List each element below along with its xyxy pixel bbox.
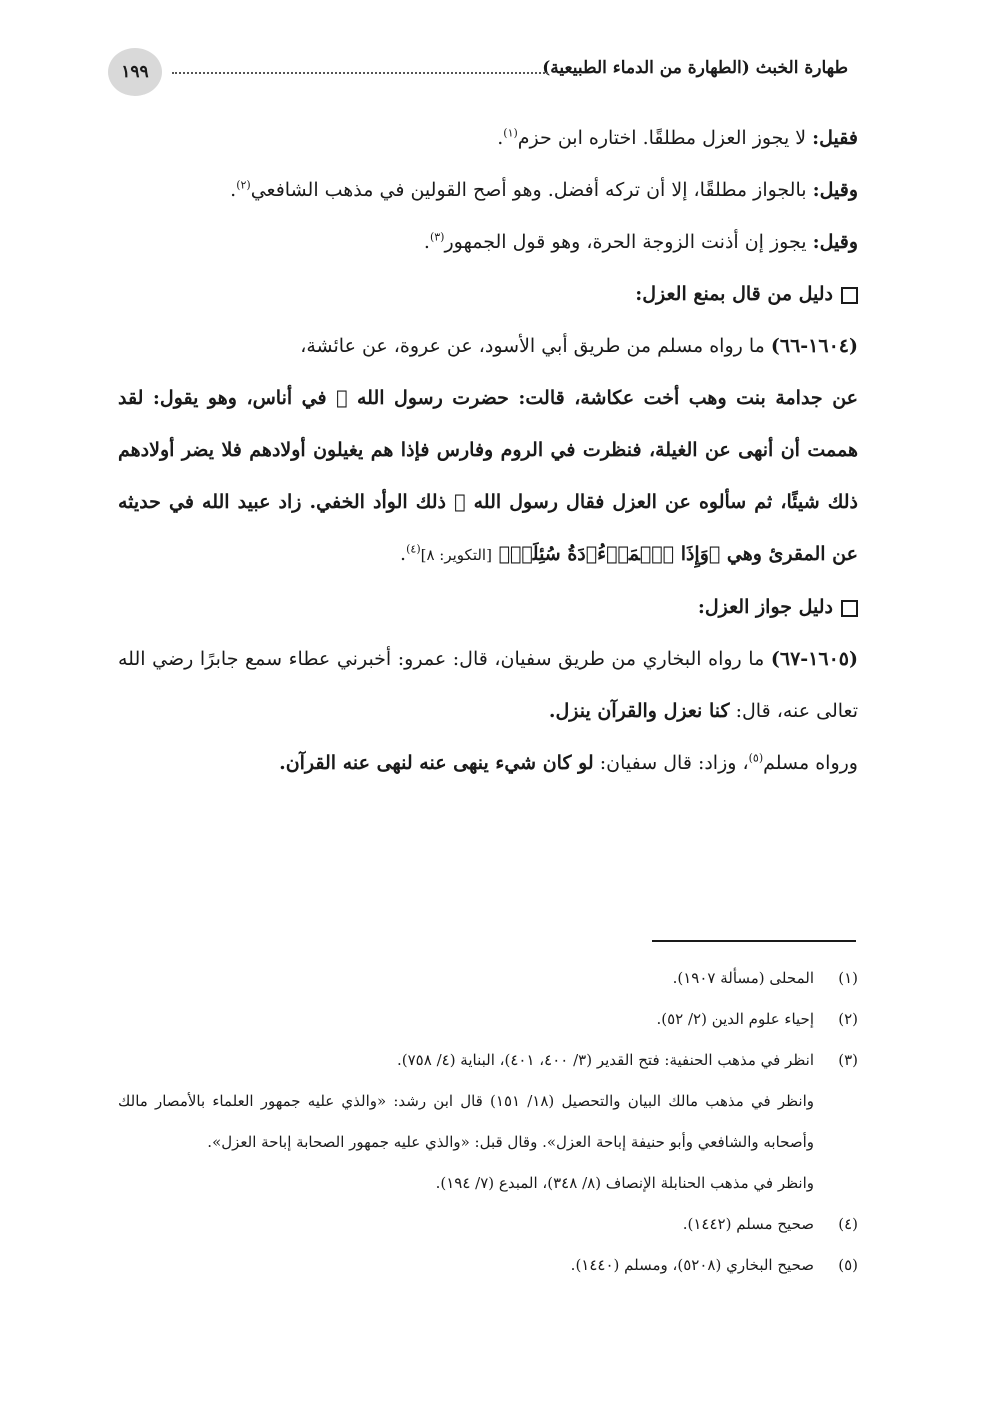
section-heading-prohibition xyxy=(118,268,858,320)
heading-2-text: دليل جواز العزل: xyxy=(697,596,833,618)
footnote-text: صحيح مسلم (١٤٤٢). xyxy=(682,1215,814,1233)
paragraph-4 xyxy=(118,737,858,789)
footnote-text: إحياء علوم الدين (٢/ ٥٢). xyxy=(656,1010,814,1028)
footnote-3-maliki: وانظر في مذهب مالك البيان والتحصيل (١٨/ ١٥١) قال ابن رشد: «والذي عليه جمهور العلماء بالأمصار مالك وأصحابه والشافعي وأبو حنيفة إباحة العزل». وقال قبل: «والذي عليه جمهور الصحابة إباحة العزل». xyxy=(118,1092,814,1151)
page-number-badge: ١٩٩ xyxy=(108,48,162,96)
footnote-3-hanbali: وانظر في مذهب الحنابلة الإنصاف (٨/ ٣٤٨)، المبدع (٧/ ١٩٤). xyxy=(435,1174,814,1192)
footnote-number: (٤) xyxy=(838,1215,858,1233)
footnote-text: المحلى (مسألة ١٩٠٧). xyxy=(672,969,814,987)
footnote-5 xyxy=(118,1245,858,1286)
paragraph-2: وقيل: بالجواز مطلقًا، إلا أن تركه أفضل. وهو أصح القولين في مذهب الشافعي$^{(٢)}$. xyxy=(230,178,858,201)
footnote-number: (١) xyxy=(838,969,858,987)
hadith-2-text: كنا نعزل والقرآن ينزل. xyxy=(548,700,730,722)
footnote-number: (٢) xyxy=(838,1010,858,1028)
hadith-2 xyxy=(118,633,858,737)
footnote-text: انظر في مذهب الحنفية: فتح القدير (٣/ ٤٠٠، ٤٠١)، البناية (٤/ ٧٥٨). xyxy=(397,1051,814,1069)
hadith-1-intro: ما رواه مسلم من طريق أبي الأسود، عن عروة، عن عائشة، xyxy=(300,335,771,357)
footnote-separator xyxy=(652,940,856,942)
running-header xyxy=(108,44,848,102)
heading-1-text: دليل من قال بمنع العزل: xyxy=(635,283,833,305)
footnote-ref-3[interactable]: (٣) xyxy=(429,230,445,244)
footnotes xyxy=(118,958,858,1286)
main-text xyxy=(118,112,858,789)
footnote-number: (٣) xyxy=(838,1051,858,1069)
paragraph-1-lead: فقيل: xyxy=(812,127,858,149)
footnote-number: (٥) xyxy=(838,1256,858,1274)
section-heading-permissibility xyxy=(118,581,858,633)
footnote-2 xyxy=(118,999,858,1040)
paragraph-4-mid: ، وزاد: قال سفيان: xyxy=(593,752,749,774)
checkbox-square-icon xyxy=(841,600,858,617)
footnote-text: صحيح البخاري (٥٢٠٨)، ومسلم (١٤٤٠). xyxy=(570,1256,814,1274)
footnote-1 xyxy=(118,958,858,999)
paragraph-3: وقيل: يجوز إن أذنت الزوجة الحرة، وهو قول الجمهور$^{(٣)}$. xyxy=(423,230,858,253)
hadith-1-number: (١٦٠٤-٦٦) xyxy=(770,335,858,357)
paragraph-1: فقيل: لا يجوز العزل مطلقًا. اختاره ابن حزم$^{(١)}$. xyxy=(497,126,858,149)
paragraph-2-lead: وقيل: xyxy=(812,179,858,201)
paragraph-3-text: يجوز إن أذنت الزوجة الحرة، وهو قول الجمهور xyxy=(444,231,813,253)
hadith-1-text: عن جدامة بنت وهب أخت عكاشة، قالت: حضرت رسول الله ﷺ في أناس، وهو يقول: لقد هممت أن أنهى عن الغيلة، فنظرت في الروم وفارس فإذا هم يغيلون أولادهم فلا يضر أولادهم ذلك شيئًا، ثم سألوه عن العزل فقال رسول الله ﷺ ذلك الوأد الخفي. زاد عبيد الله في حديثه عن المقرئ وهي xyxy=(118,387,858,565)
hadith-1-quran-source: [التكوير: ٨] xyxy=(420,546,492,564)
paragraph-1-text: لا يجوز العزل مطلقًا. اختاره ابن حزم xyxy=(517,127,813,149)
hadith-1: (١٦٠٤-٦٦) ما رواه مسلم من طريق أبي الأسود، عن عروة، عن عائشة، عن جدامة بنت وهب أخت عكاشة، قالت: حضرت رسول الله ﷺ في أناس، وهو يقول: لقد هممت أن أنهى عن الغيلة، فنظرت في الروم وفارس فإذا هم يغيلون أولادهم فلا يضر أولادهم ذلك شيئًا، ثم سألوه عن العزل فقال رسول الله ﷺ ذلك الوأد الخفي. زاد عبيد الله في حديثه عن المقرئ وهي ﴿وَإِذَا ٱلۡمَوۡءُۥدَةُ سُئِلَتۡ﴾ [التكوير: ٨]$^{(٤)}$. xyxy=(118,335,858,565)
paragraph-4-text: ورواه مسلم xyxy=(763,752,858,774)
footnote-ref-2[interactable]: (٢) xyxy=(236,178,251,192)
footnote-ref-4[interactable]: (٤) xyxy=(406,542,421,556)
footnote-4 xyxy=(118,1204,858,1245)
footnote-ref-5[interactable]: (٥) xyxy=(748,751,764,765)
paragraph-4-bold: لو كان شيء ينهى عنه لنهى عنه القرآن. xyxy=(279,752,594,774)
header-title: طهارة الخبث (الطهارة من الدماء الطبيعية) xyxy=(542,58,848,78)
paragraph-2-text: بالجواز مطلقًا، إلا أن تركه أفضل. وهو أصح القولين في مذهب الشافعي xyxy=(250,179,813,201)
paragraph-3-lead: وقيل: xyxy=(812,231,858,253)
hadith-2-intro: ما رواه البخاري من طريق سفيان، قال: عمرو: أخبرني عطاء سمع جابرًا رضي الله تعالى عنه، قال: xyxy=(118,648,858,722)
footnote-3 xyxy=(118,1040,858,1081)
footnote-ref-1[interactable]: (١) xyxy=(503,126,518,140)
header-leader-dots xyxy=(172,72,548,74)
hadith-1-quran-verse: ﴿وَإِذَا ٱلۡمَوۡءُۥدَةُ سُئِلَتۡ﴾ xyxy=(491,543,727,565)
hadith-2-number: (١٦٠٥-٦٧) xyxy=(770,648,858,670)
checkbox-square-icon xyxy=(841,287,858,304)
